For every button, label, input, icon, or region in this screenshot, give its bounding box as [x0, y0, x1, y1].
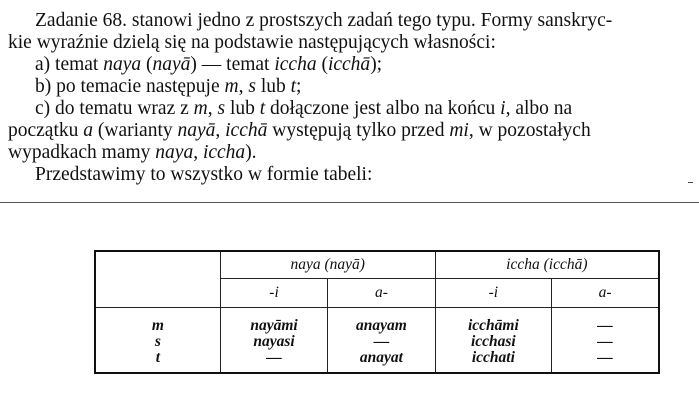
- conjugation-table: [94, 250, 660, 374]
- row-label: t: [95, 350, 220, 373]
- table-row: [95, 334, 659, 350]
- group-header-naya: naya (nayā): [220, 251, 435, 279]
- term: m: [224, 76, 239, 97]
- text: Zadanie 68. stanowi jedno z prostszych zadań tego typu. Formy sanskryc-: [35, 10, 613, 31]
- sub-header: -i: [435, 279, 551, 308]
- text: Przedstawimy to wszystko w formie tabeli:: [35, 164, 373, 185]
- text: b) po temacie następuje: [35, 76, 225, 97]
- table-cell: icchasi: [435, 334, 551, 350]
- term: icchā: [327, 54, 371, 75]
- text: ) — temat: [190, 54, 275, 75]
- text: występują tylko przed: [267, 120, 450, 141]
- row-label: m: [95, 308, 220, 335]
- text: , w pozostałych: [468, 120, 591, 141]
- table-cell: —: [220, 350, 327, 373]
- text: (: [316, 54, 328, 75]
- text: c) do tematu wraz z: [35, 98, 194, 119]
- text: lub: [225, 98, 260, 119]
- table-cell: anayam: [328, 308, 435, 335]
- term: iccha: [274, 54, 317, 75]
- sub-header: a-: [328, 279, 435, 308]
- term: s: [217, 98, 226, 119]
- text: (: [141, 54, 153, 75]
- text: a) temat: [35, 54, 104, 75]
- text-line-1: [35, 10, 612, 32]
- term: i: [500, 98, 506, 119]
- list-item-c-cont-2: [8, 142, 257, 164]
- list-item-c: [35, 98, 572, 120]
- term: nayā: [152, 54, 191, 75]
- list-item-c-cont-1: [8, 120, 591, 142]
- margin-mark: [688, 182, 693, 183]
- table-cell: —: [552, 308, 659, 335]
- term: s: [248, 76, 256, 97]
- table-cell: anayat: [328, 350, 435, 373]
- term: naya: [155, 142, 194, 163]
- sub-header: -i: [220, 279, 327, 308]
- term: naya: [103, 54, 142, 75]
- table-corner-cell: [95, 251, 220, 308]
- list-item-a: [35, 54, 382, 76]
- term: a: [83, 120, 94, 141]
- term: m: [193, 98, 208, 119]
- group-header-iccha: iccha (icchā): [435, 251, 659, 279]
- table-row: [95, 350, 659, 373]
- table-cell: —: [552, 350, 659, 373]
- term: t: [259, 98, 266, 119]
- term: nayā: [177, 120, 216, 141]
- table-group-header-row: [95, 251, 659, 279]
- text: początku: [8, 120, 84, 141]
- table-cell: —: [552, 334, 659, 350]
- term: t: [290, 76, 297, 97]
- text: , albo na: [505, 98, 573, 119]
- text: wypadkach mamy: [8, 142, 156, 163]
- text: ).: [245, 142, 257, 163]
- sub-header: a-: [552, 279, 659, 308]
- text: ;: [296, 76, 302, 97]
- text-line-2: [8, 32, 496, 54]
- term: iccha: [202, 142, 246, 163]
- list-item-b: [35, 76, 301, 98]
- term: mi: [449, 120, 469, 141]
- page-rule: [0, 202, 699, 203]
- table-cell: icchati: [435, 350, 551, 373]
- table-cell: nayasi: [220, 334, 327, 350]
- text: lub: [255, 76, 291, 97]
- text: ,: [215, 120, 226, 141]
- text: kie wyraźnie dzielą się na podstawie następujących własności:: [8, 32, 496, 53]
- table-cell: icchāmi: [435, 308, 551, 335]
- text: dołączone jest albo na końcu: [265, 98, 501, 119]
- table-row: [95, 308, 659, 335]
- table-cell: nayāmi: [220, 308, 327, 335]
- text: ,: [207, 98, 218, 119]
- table-cell: —: [328, 334, 435, 350]
- text: );: [370, 54, 383, 75]
- term: icchā: [225, 120, 268, 141]
- table-intro: [35, 164, 372, 186]
- text: ,: [238, 76, 249, 97]
- text: (warianty: [93, 120, 178, 141]
- row-label: s: [95, 334, 220, 350]
- text: ,: [193, 142, 203, 163]
